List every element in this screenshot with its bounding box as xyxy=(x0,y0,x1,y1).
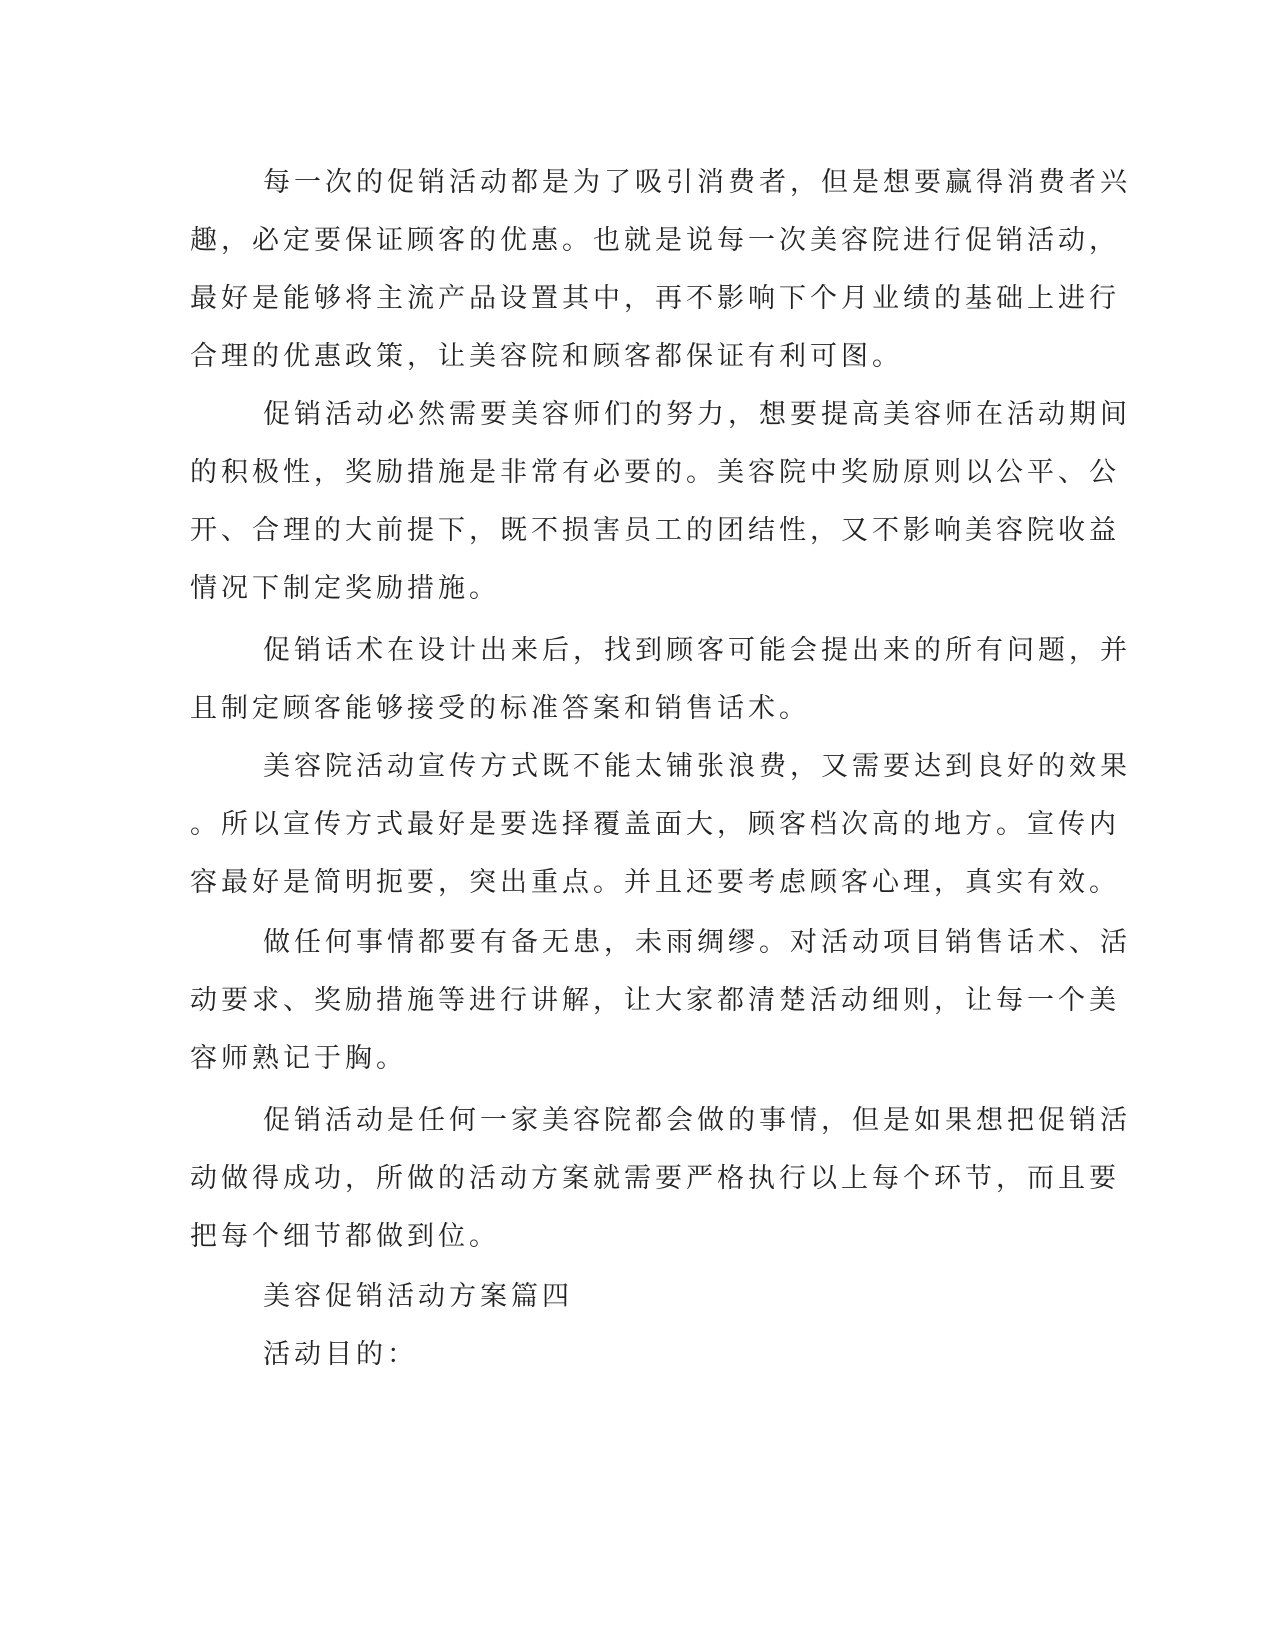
paragraph-3-line-2: 且制定顾客能够接受的标准答案和销售话术。 xyxy=(190,693,810,724)
paragraph-3-line-1: 促销话术在设计出来后，找到顾客可能会提出来的所有问题，并 xyxy=(263,635,1131,666)
paragraph-2-line-3: 开、合理的大前提下，既不损害员工的团结性，又不影响美容院收益 xyxy=(190,515,1120,546)
paragraph-4-line-3: 容最好是简明扼要，突出重点。并且还要考虑顾客心理，真实有效。 xyxy=(190,867,1120,898)
paragraph-1-line-1: 每一次的促销活动都是为了吸引消费者，但是想要赢得消费者兴 xyxy=(263,167,1131,198)
subheading-activity-purpose: 活动目的： xyxy=(263,1339,418,1370)
paragraph-1-line-4: 合理的优惠政策，让美容院和顾客都保证有利可图。 xyxy=(190,341,903,372)
paragraph-5-line-3: 容师熟记于胸。 xyxy=(190,1043,407,1074)
paragraph-4-line-1: 美容院活动宣传方式既不能太铺张浪费，又需要达到良好的效果 xyxy=(263,751,1131,782)
paragraph-1-line-3: 最好是能够将主流产品设置其中，再不影响下个月业绩的基础上进行 xyxy=(190,283,1120,314)
section-heading: 美容促销活动方案篇四 xyxy=(263,1281,573,1312)
paragraph-2-line-2: 的积极性，奖励措施是非常有必要的。美容院中奖励原则以公平、公 xyxy=(190,457,1120,488)
paragraph-6-line-2: 动做得成功，所做的活动方案就需要严格执行以上每个环节，而且要 xyxy=(190,1163,1120,1194)
paragraph-5-line-1: 做任何事情都要有备无患，未雨绸缪。对活动项目销售话术、活 xyxy=(263,927,1131,958)
paragraph-1-line-2: 趣，必定要保证顾客的优惠。也就是说每一次美容院进行促销活动， xyxy=(190,225,1120,256)
paragraph-6-line-1: 促销活动是任何一家美容院都会做的事情，但是如果想把促销活 xyxy=(263,1105,1131,1136)
paragraph-2-line-1: 促销活动必然需要美容师们的努力，想要提高美容师在活动期间 xyxy=(263,399,1131,430)
paragraph-4-line-2: 。所以宣传方式最好是要选择覆盖面大，顾客档次高的地方。宣传内 xyxy=(190,809,1120,840)
paragraph-5-line-2: 动要求、奖励措施等进行讲解，让大家都清楚活动细则，让每一个美 xyxy=(190,985,1120,1016)
paragraph-2-line-4: 情况下制定奖励措施。 xyxy=(190,573,500,604)
paragraph-6-line-3: 把每个细节都做到位。 xyxy=(190,1221,500,1252)
